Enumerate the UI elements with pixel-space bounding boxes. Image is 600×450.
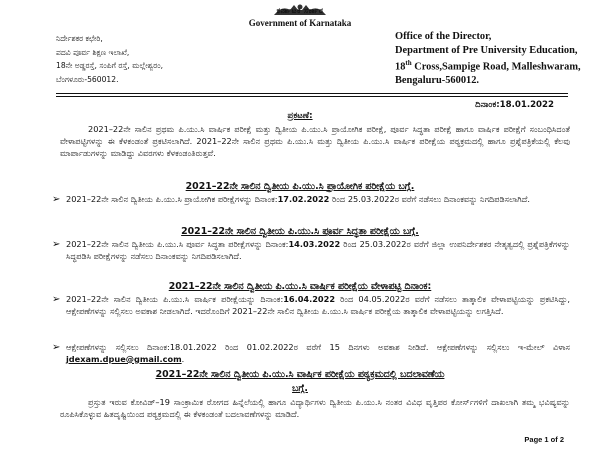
address-line: ಬೆಂಗಳೂರು-560012. bbox=[56, 74, 119, 84]
kannada-address-block bbox=[56, 32, 163, 86]
government-english-title: Government of Karnataka bbox=[248, 18, 352, 28]
city-address: Bengaluru-560012. bbox=[395, 75, 479, 87]
notice-title: ಪ್ರಕಟಣೆ: bbox=[287, 111, 313, 121]
section-heading-syllabus-change: 2021–22ನೇ ಸಾಲಿನ ದ್ವಿತೀಯ ಪಿ.ಯು.ಸಿ ವಾರ್ಷಿಕ ಪರೀಕ್ಷೆಯ ಪಠ್ಯಕ್ರಮದಲ್ಲಿ ಬದಲಾವಣೆಯ bbox=[155, 369, 445, 380]
arrow-bullet-icon: ➢ bbox=[52, 342, 61, 353]
section-heading-practical: 2021–22ನೇ ಸಾಲಿನ ದ್ವಿತೀಯ ಪಿ.ಯು.ಸಿ ಪ್ರಾಯೋಗಿಕ ಪರೀಕ್ಷೆಯ ಬಗ್ಗೆ. bbox=[185, 181, 415, 192]
header-divider bbox=[56, 93, 568, 94]
office-name: Office of the Director, bbox=[395, 31, 492, 42]
intro-paragraph: 2021–22ನೇ ಸಾಲಿನ ಪ್ರಥಮ ಪಿ.ಯು.ಸಿ ವಾರ್ಷಿಕ ಪರೀಕ್ಷೆ ಮತ್ತು ದ್ವಿತೀಯ ಪಿ.ಯು.ಸಿ ಪ್ರಾಯೋಗಿಕ ಪರೀಕ್ಷೆ, ಪೂರ್ವ ಸಿದ್ಧತಾ ಪರೀಕ್ಷೆ ಹಾಗೂ ವಾರ್ಷಿಕ ಪರೀಕ್ಷೆಗೆ ಸಂಬಂಧಿಸಿದಂತೆ ವೇಳಾಪಟ್ಟಿಗಳನ್ನು ಈ ಕೆಳಕಂಡಂತೆ ಪ್ರಕಟಿಸಲಾಗಿದೆ. 2021–22ನೇ ಸಾಲಿನ ಪ್ರಥಮ ಪಿ.ಯು.ಸಿ ಮತ್ತು ದ್ವಿತೀಯ ಪಿ.ಯು.ಸಿ ವಾರ್ಷಿಕ ಪರೀಕ್ಷೆಯ ಪಠ್ಯಕ್ರಮದಲ್ಲಿ ಹಾಗೂ ಪ್ರಶ್ನೆಪತ್ರಿಕೆಯಲ್ಲಿ ಕೆಲವು ಮಾರ್ಪಾಡುಗಳನ್ನು ಮಾಡಿದ್ದು ವಿವರಗಳು ಕೆಳಕಂಡಂತಿರುತ್ತವೆ. bbox=[60, 124, 570, 158]
government-kannada-title: ಕರ್ನಾಟಕ ಸರ್ಕಾರ bbox=[276, 6, 324, 15]
page-number: Page 1 of 2 bbox=[524, 435, 564, 444]
arrow-bullet-icon: ➢ bbox=[52, 194, 61, 205]
arrow-bullet-icon: ➢ bbox=[52, 294, 61, 305]
bullet-annual-exam: ➢ 2021–22ನೇ ಸಾಲಿನ ದ್ವಿತೀಯ ಪಿ.ಯು.ಸಿ ವಾರ್ಷಿಕ ಪರೀಕ್ಷೆಯನ್ನು ದಿನಾಂಕ:16.04.2022 ರಿಂದ 04.05.2022ರ ವರೆಗೆ ನಡೆಸಲು ತಾತ್ಕಾಲಿಕ ವೇಳಾಪಟ್ಟಿಯನ್ನು ಪ್ರಕಟಿಸಿದ್ದು, ಆಕ್ಷೇಪಣೆಗಳನ್ನು ಸಲ್ಲಿಸಲು ಅವಕಾಶ ನೀಡಲಾಗಿದೆ. ಇದರೊಂದಿಗೆ 2021–22ನೇ ಸಾಲಿನ ದ್ವಿತೀಯ ಪಿ.ಯು.ಸಿ ವಾರ್ಷಿಕ ಪರೀಕ್ಷೆಯ ತಾತ್ಕಾಲಿಕ ವೇಳಾಪಟ್ಟಿಯನ್ನು ಲಗತ್ತಿಸಿದೆ. bbox=[52, 294, 570, 316]
address-line: ನಿರ್ದೇಶಕರ ಕಛೇರಿ, bbox=[56, 34, 103, 43]
street-address: 18th Cross,Sampige Road, Malleshwaram, bbox=[395, 59, 581, 73]
english-address-block bbox=[395, 30, 581, 88]
section-heading-syllabus-change-cont: ಬಗ್ಗೆ. bbox=[292, 383, 308, 394]
objection-email-link[interactable]: jdexam.dpue@gmail.com bbox=[66, 353, 182, 364]
bullet-preparatory-exam: ➢ 2021–22ನೇ ಸಾಲಿನ ದ್ವಿತೀಯ ಪಿ.ಯು.ಸಿ ಪೂರ್ವ ಸಿದ್ಧತಾ ಪರೀಕ್ಷೆಗಳನ್ನು ದಿನಾಂಕ:14.03.2022 ರಿಂದ 25.03.2022ರ ವರೆಗೆ ಜಿಲ್ಲಾ ಉಪನಿರ್ದೇಶಕರ ನೇತೃತ್ವದಲ್ಲಿ ಪ್ರಶ್ನೆಪತ್ರಿಕೆಗಳನ್ನು ಸಿದ್ಧಪಡಿಸಿ ಪರೀಕ್ಷೆಗಳನ್ನು ನಡೆಸಲು ದಿನಾಂಕವನ್ನು ನಿಗದಿಪಡಿಸಲಾಗಿದೆ. bbox=[52, 239, 570, 261]
section-heading-timetable: 2021–22ನೇ ಸಾಲಿನ ದ್ವಿತೀಯ ಪಿ.ಯು.ಸಿ ವಾರ್ಷಿಕ ಪರೀಕ್ಷೆಯ ವೇಳಾಪಟ್ಟಿ ದಿನಾಂಕ: bbox=[168, 281, 432, 292]
arrow-bullet-icon: ➢ bbox=[52, 239, 61, 250]
syllabus-change-paragraph: ಪ್ರಸ್ತುತ ಇರುವ ಕೋವಿಡ್–19 ಸಾಂಕ್ರಾಮಿಕ ರೋಗದ ಹಿನ್ನೆಲೆಯಲ್ಲಿ ಹಾಗೂ ವಿದ್ಯಾರ್ಥಿಗಳು ದ್ವಿತೀಯ ಪಿ.ಯು.ಸಿ ನಂತರ ವಿವಿಧ ವೃತ್ತಿಪರ ಕೋರ್ಸ್‌ಗಳಿಗೆ ದಾಖಲಾಗಿ ತಮ್ಮ ಭವಿಷ್ಯವನ್ನು ರೂಪಿಸಿಕೊಳ್ಳುವ ಹಿತದೃಷ್ಟಿಯಿಂದ ಪಠ್ಯಕ್ರಮದಲ್ಲಿ ಈ ಕೆಳಕಂಡಂತೆ ಬದಲಾವಣೆಗಳನ್ನು ಮಾಡಿದೆ. bbox=[60, 397, 570, 419]
bullet-practical-exam: ➢ 2021–22ನೇ ಸಾಲಿನ ದ್ವಿತೀಯ ಪಿ.ಯು.ಸಿ ಪ್ರಾಯೋಗಿಕ ಪರೀಕ್ಷೆಗಳನ್ನು ದಿನಾಂಕ:17.02.2022 ರಿಂದ 25.03.2022ರ ವರೆಗೆ ನಡೆಸಲು ದಿನಾಂಕವನ್ನು ನಿಗದಿಪಡಿಸಲಾಗಿದೆ. bbox=[52, 194, 530, 205]
bullet-objection-submission: ➢ ಆಕ್ಷೇಪಣೆಗಳನ್ನು ಸಲ್ಲಿಸಲು ದಿನಾಂಕ:18.01.2022 ರಿಂದ 01.02.2022ರ ವರೆಗೆ 15 ದಿನಗಳು ಅವಕಾಶ ನೀಡಿದೆ. ಆಕ್ಷೇಪಣೆಗಳನ್ನು ಸಲ್ಲಿಸಲು ಇ-ಮೇಲ್ ವಿಳಾಸ jdexam.dpue@gmail.com. bbox=[52, 342, 570, 364]
issue-date: ದಿನಾಂಕ:18.01.2022 bbox=[475, 100, 554, 110]
section-heading-preparatory: 2021–22ನೇ ಸಾಲಿನ ದ್ವಿತೀಯ ಪಿ.ಯು.ಸಿ ಪೂರ್ವ ಸಿದ್ಧತಾ ಪರೀಕ್ಷೆಯ ಬಗ್ಗೆ. bbox=[181, 226, 419, 237]
address-line: 18ನೇ ಅಡ್ಡರಸ್ತೆ, ಸಂಪಿಗೆ ರಸ್ತೆ, ಮಲ್ಲೇಶ್ವರಂ, bbox=[56, 61, 164, 70]
address-line: ಪದವಿ ಪೂರ್ವ ಶಿಕ್ಷಣ ಇಲಾಖೆ, bbox=[56, 47, 130, 57]
header-divider bbox=[56, 96, 568, 97]
department-name: Department of Pre University Education, bbox=[395, 44, 578, 56]
